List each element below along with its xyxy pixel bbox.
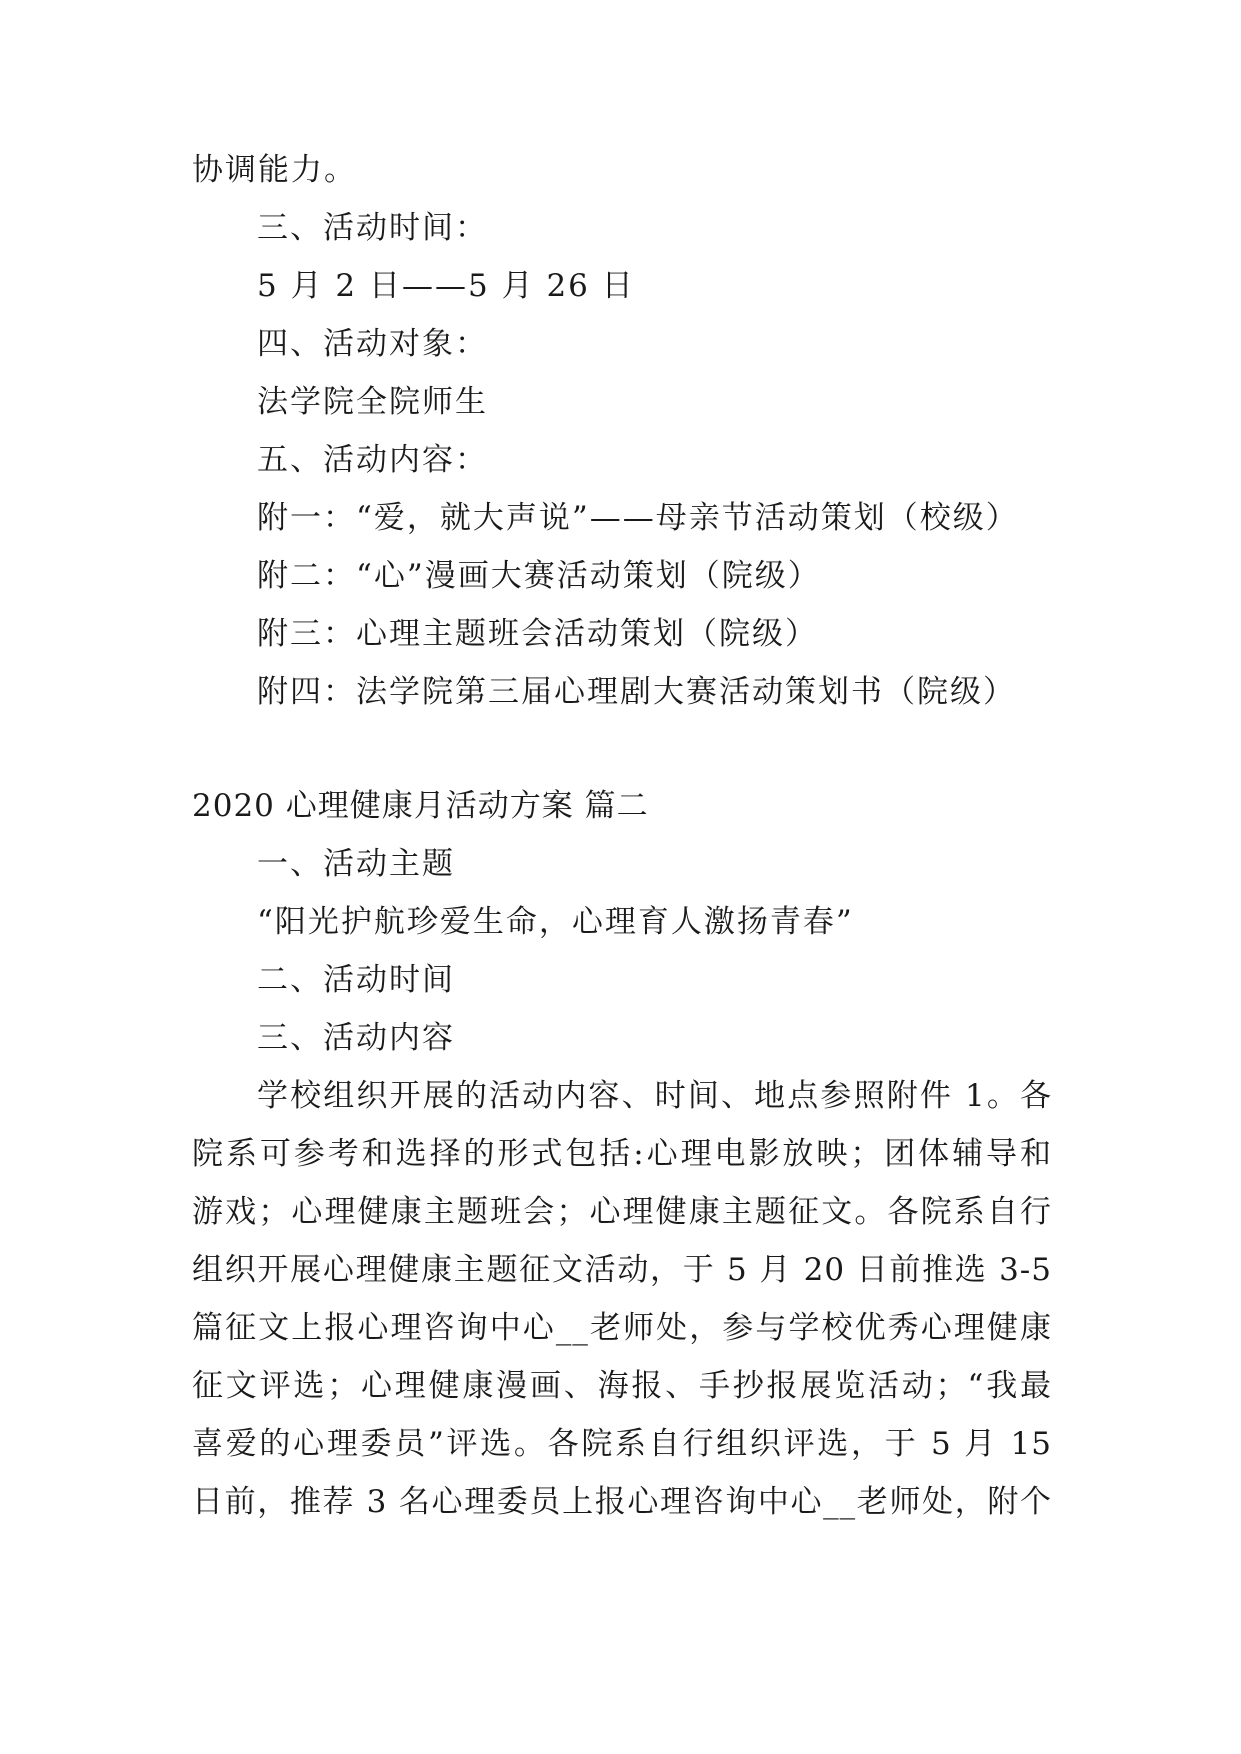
appendix-item-2: 附二：“心”漫画大赛活动策划（院级） xyxy=(257,558,821,594)
activity-date-range: 5 月 2 日——5 月 26 日 xyxy=(257,268,635,304)
text-line-continuation: 协调能力。 xyxy=(192,152,357,188)
paragraph-line: 篇征文上报心理咨询中心__老师处，参与学校优秀心理健康 xyxy=(192,1310,1052,1346)
paragraph-line: 喜爱的心理委员”评选。各院系自行组织评选，于 5 月 15 xyxy=(192,1426,1052,1462)
activity-target-text: 法学院全院师生 xyxy=(257,384,488,420)
paragraph-line: 学校组织开展的活动内容、时间、地点参照附件 1。各 xyxy=(257,1078,1052,1114)
heading-activity-content-2: 三、活动内容 xyxy=(257,1020,455,1056)
activity-theme-text: “阳光护航珍爱生命，心理育人激扬青春” xyxy=(257,904,854,940)
appendix-item-3: 附三：心理主题班会活动策划（院级） xyxy=(257,616,818,652)
heading-activity-theme: 一、活动主题 xyxy=(257,846,455,882)
heading-activity-content: 五、活动内容： xyxy=(257,442,488,478)
paragraph-line: 日前，推荐 3 名心理委员上报心理咨询中心__老师处，附个 xyxy=(192,1484,1052,1520)
paragraph-line: 游戏；心理健康主题班会；心理健康主题征文。各院系自行 xyxy=(192,1194,1052,1230)
appendix-item-4: 附四：法学院第三届心理剧大赛活动策划书（院级） xyxy=(257,674,1016,710)
paragraph-line: 征文评选；心理健康漫画、海报、手抄报展览活动；“我最 xyxy=(192,1368,1052,1404)
paragraph-line: 院系可参考和选择的形式包括:心理电影放映；团体辅导和 xyxy=(192,1136,1052,1172)
heading-activity-target: 四、活动对象： xyxy=(257,326,488,362)
paragraph-line: 组织开展心理健康主题征文活动，于 5 月 20 日前推选 3-5 xyxy=(192,1252,1052,1288)
heading-activity-time-2: 二、活动时间 xyxy=(257,962,455,998)
appendix-item-1: 附一：“爱，就大声说”——母亲节活动策划（校级） xyxy=(257,500,1019,536)
heading-activity-time: 三、活动时间： xyxy=(257,210,488,246)
section-heading: 2020 心理健康月活动方案 篇二 xyxy=(192,788,649,824)
